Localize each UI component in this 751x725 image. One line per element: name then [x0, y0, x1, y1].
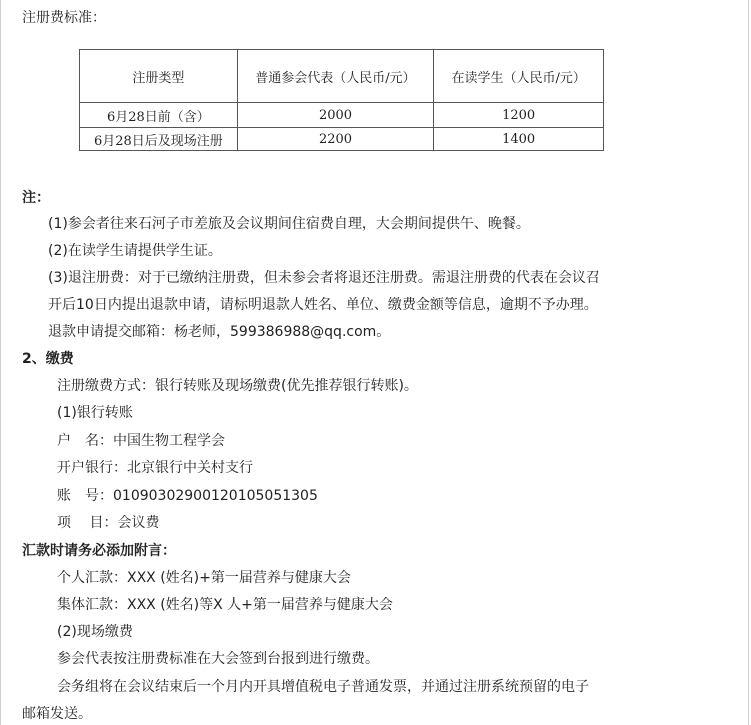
refund-email-line: 退款申请提交邮箱：杨老师，599386988@qq.com。 — [48, 324, 391, 340]
account-number-line: 账 号：01090302900120105051305 — [57, 488, 318, 504]
note-item: 开后10日内提出退款申请，请标明退款人姓名、单位、缴费金额等信息，逾期不予办理。 — [48, 297, 598, 313]
payment-line: 注册缴费方式：银行转账及现场缴费(优先推荐银行转账)。 — [57, 378, 418, 394]
header-cell: 在读学生（人民币/元） — [434, 50, 604, 103]
table-cell: 6月28日后及现场注册 — [80, 128, 238, 151]
header-cell: 注册类型 — [80, 50, 238, 103]
fee-standard-heading: 注册费标准： — [22, 10, 106, 26]
bank-line: 开户银行：北京银行中关村支行 — [57, 460, 253, 476]
remit-line: (2)现场缴费 — [57, 624, 133, 640]
right-border — [748, 0, 749, 725]
payment-title: 2、缴费 — [22, 351, 74, 367]
table-row — [80, 103, 604, 128]
table-cell: 1200 — [434, 103, 604, 128]
remit-title: 汇款时请务必添加附言： — [22, 543, 176, 559]
fee-table — [79, 49, 604, 151]
remit-line: 参会代表按注册费标准在大会签到台报到进行缴费。 — [57, 651, 379, 667]
remit-line: 集体汇款：XXX (姓名)等X 人+第一届营养与健康大会 — [57, 597, 393, 613]
invoice-line: 会务组将在会议结束后一个月内开具增值税电子普通发票，并通过注册系统预留的电子 — [57, 679, 589, 695]
table-header-row — [80, 50, 604, 103]
remit-line: 个人汇款：XXX (姓名)+第一届营养与健康大会 — [57, 570, 351, 586]
table-cell: 2200 — [237, 128, 434, 151]
table-row — [80, 128, 604, 151]
note-item: (2)在读学生请提供学生证。 — [48, 243, 222, 259]
table-cell: 1400 — [434, 128, 604, 151]
header-cell: 普通参会代表（人民币/元） — [237, 50, 434, 103]
left-border — [0, 0, 1, 725]
notes-title: 注： — [22, 190, 50, 206]
project-line: 项 目：会议费 — [57, 515, 160, 531]
invoice-line: 邮箱发送。 — [22, 706, 92, 722]
table-cell: 6月28日前（含） — [80, 103, 238, 128]
account-name-line: 户 名：中国生物工程学会 — [57, 433, 225, 449]
table-cell: 2000 — [237, 103, 434, 128]
note-item: (1)参会者往来石河子市差旅及会议期间住宿费自理，大会期间提供午、晚餐。 — [48, 216, 530, 232]
note-item: (3)退注册费：对于已缴纳注册费，但未参会者将退还注册费。需退注册费的代表在会议召 — [48, 270, 600, 286]
payment-line: (1)银行转账 — [57, 405, 133, 421]
